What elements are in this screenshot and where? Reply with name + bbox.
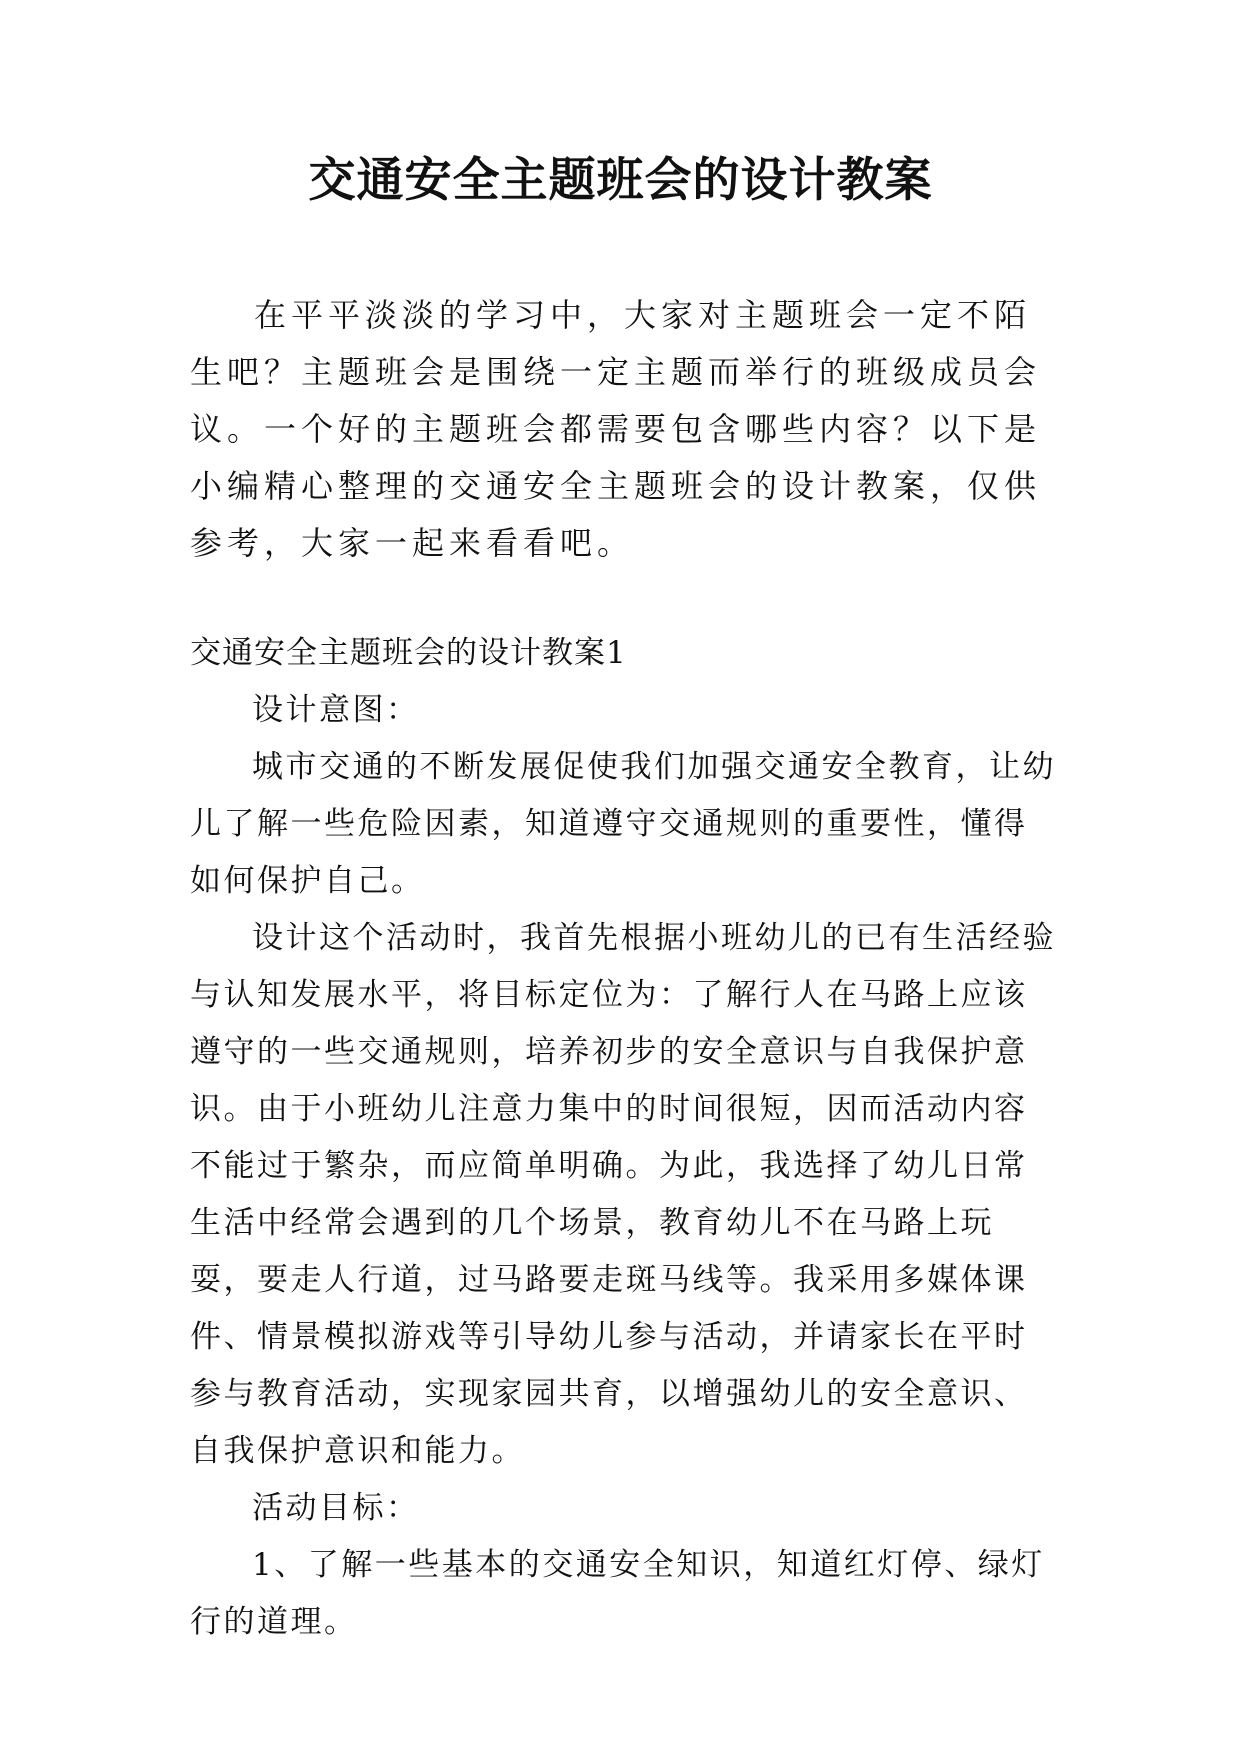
activity-goals-label: 活动目标： bbox=[252, 1490, 420, 1526]
design-intent-paragraph-1: 城市交通的不断发展促使我们加强交通安全教育，让幼儿了解一些危险因素，知道遵守交通规则的重要性，懂得如何保护自己。 bbox=[190, 749, 1056, 899]
design-intent-paragraph-2: 设计这个活动时，我首先根据小班幼儿的已有生活经验与认知发展水平，将目标定位为：了解行人在马路上应该遵守的一些交通规则，培养初步的安全意识与自我保护意识。由于小班幼儿注意力集中的时间很短，因而活动内容不能过于繁杂，而应简单明确。为此，我选择了幼儿日常生活中经常会遇到的几个场景，教育幼儿不在马路上玩耍，要走人行道，过马路要走斑马线等。我采用多媒体课件、情景模拟游戏等引导幼儿参与活动，并请家长在平时参与教育活动，实现家园共育，以增强幼儿的安全意识、自我保护意识和能力。 bbox=[190, 920, 1056, 1469]
section-heading: 交通安全主题班会的设计教案1 bbox=[190, 635, 627, 671]
design-intent-label: 设计意图： bbox=[252, 692, 420, 728]
activity-goal-1: 1、了解一些基本的交通安全知识，知道红灯停、绿灯行的道理。 bbox=[190, 1547, 1045, 1640]
document-content bbox=[190, 287, 1060, 1651]
intro-paragraph: 在平平淡淡的学习中，大家对主题班会一定不陌生吧？主题班会是围绕一定主题而举行的班级成员会议。一个好的主题班会都需要包含哪些内容？以下是小编精心整理的交通安全主题班会的设计教案，仅供参考，大家一起来看看吧。 bbox=[190, 296, 1042, 562]
document-title: 交通安全主题班会的设计教案 bbox=[308, 153, 933, 208]
